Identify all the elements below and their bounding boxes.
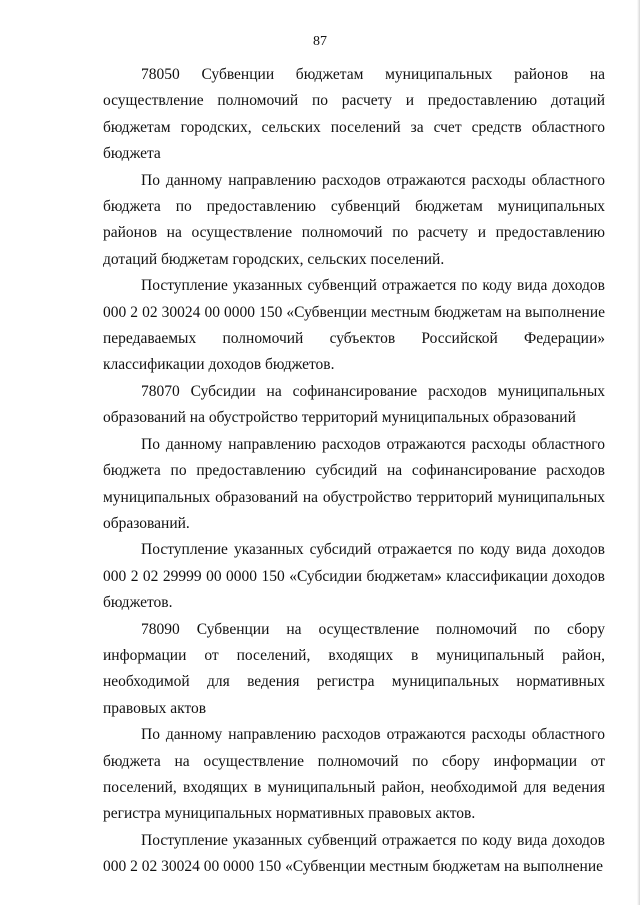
paragraph-78090-description: По данному направлению расходов отражаются расходы областного бюджета на осуществление полномочий по сбору информации от поселений, входящих в муниципальный район, необходимой для ведения регистра муниципальных нормативных правовых актов. (103, 726, 605, 823)
paragraph-78070-income-code: Поступление указанных субсидий отражается по коду вида доходов 000 2 02 29999 00 0000 150 «Субсидии бюджетам» классификации доходов бюджетов. (103, 541, 605, 612)
page-number: 87 (313, 34, 327, 49)
paragraph-78050-income-code: Поступление указанных субвенций отражается по коду вида доходов 000 2 02 30024 00 0000 150 «Субвенции местным бюджетам на выполнение передаваемых полномочий субъектов Российской Федерации» классификации доходов бюджетов. (103, 277, 605, 374)
paragraph-78070-heading: 78070 Субсидии на софинансирование расходов муниципальных образований на обустройство территорий муниципальных образований (103, 382, 605, 427)
paragraph-78050-description: По данному направлению расходов отражаются расходы областного бюджета по предоставлению субвенций бюджетам муниципальных районов на осуществление полномочий по расчету и предоставлению дотаций бюджетам городских, сельских поселений. (103, 171, 605, 268)
document-body (103, 62, 605, 881)
paragraph-78090-heading: 78090 Субвенции на осуществление полномочий по сбору информации от поселений, входящих в муниципальный район, необходимой для ведения регистра муниципальных нормативных правовых актов (103, 620, 605, 717)
paragraph-78050-heading: 78050 Субвенции бюджетам муниципальных районов на осуществление полномочий по расчету и предоставлению дотаций бюджетам городских, сельских поселений за счет средств областного бюджета (103, 66, 605, 163)
paragraph-78090-income-code: Поступление указанных субвенций отражается по коду вида доходов 000 2 02 30024 00 0000 150 «Субвенции местным бюджетам на выполнение (103, 831, 605, 876)
paragraph-78070-description: По данному направлению расходов отражаются расходы областного бюджета по предоставлению субсидий на софинансирование расходов муниципальных образований на обустройство территорий муниципальных образований. (103, 435, 605, 532)
